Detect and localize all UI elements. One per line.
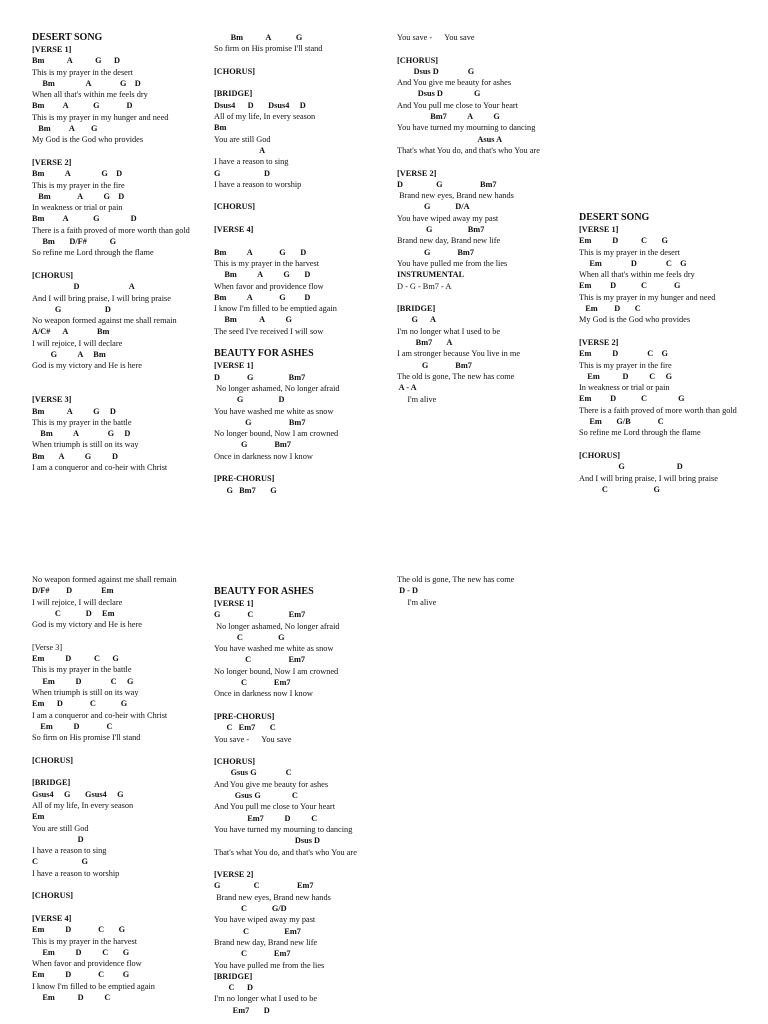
chord-line: C Em7 (214, 926, 301, 936)
bottom-column-1 (32, 574, 192, 1003)
lyric-line: This is my prayer in the desert (32, 67, 133, 77)
section-heading: [CHORUS] (214, 202, 256, 212)
chord-line: G C Em7 (214, 881, 314, 891)
chord-line: Bm A G D (214, 247, 307, 257)
blank-line (214, 235, 374, 246)
lyric-line: All of my life, In every season (214, 112, 316, 122)
lyric-line: No longer bound, Now I am crowned (214, 429, 339, 439)
chord-line: C D Em (32, 608, 115, 618)
chord-line: Bm A G D (214, 292, 311, 302)
chord-line: Dsus D G (397, 66, 475, 76)
lyric-line: I will rejoice, I will declare (32, 338, 123, 348)
chord-line: Gsus G C (214, 791, 298, 801)
lyric-line: My God is the God who provides (32, 135, 144, 145)
section-heading: [CHORUS] (32, 891, 74, 901)
chord-line: Bm A G D (32, 101, 133, 111)
lyric-line: This is my prayer in my hunger and need (32, 112, 169, 122)
chord-line: C D (214, 983, 253, 993)
bottom-column-3 (397, 574, 557, 608)
chord-line: Dsus D G (397, 89, 481, 99)
section-heading: INSTRUMENTAL (397, 270, 465, 280)
lyric-line: I have a reason to worship (214, 179, 302, 189)
lyric-line: No longer bound, Now I am crowned (214, 666, 339, 676)
chord-line: A/C# A Bm (32, 327, 110, 337)
lyric-line: When favor and providence flow (32, 959, 142, 969)
section-heading: [BRIDGE] (32, 778, 71, 788)
section-heading: [VERSE 4] (32, 913, 72, 923)
chord-line: Bm7 A (397, 338, 453, 348)
lyric-line: I have a reason to worship (32, 868, 120, 878)
lyric-line: I am stronger because You live in me (397, 349, 521, 359)
chord-line: Dsus4 D Dsus4 D (214, 100, 306, 110)
chord-line: Gsus G C (214, 768, 292, 778)
lyric-line: There is a faith proved of more worth than gold (579, 405, 737, 415)
lyric-line: You have pulled me from the lies (214, 960, 325, 970)
chord-line: Bm A G D (32, 56, 121, 66)
blank-line (397, 156, 557, 167)
lyric-line: So refine me Lord through the flame (579, 428, 701, 438)
lyric-line: This is my prayer in my hunger and need (579, 292, 716, 302)
lyric-line: No longer ashamed, No longer afraid (214, 383, 340, 393)
lyric-line: You are still God (32, 823, 89, 833)
lyric-line: This is my prayer in the harvest (214, 258, 320, 268)
chord-line: D/F# D Em (32, 586, 114, 596)
blank-line (32, 743, 192, 754)
lyric-line: I'm no longer what I used to be (397, 326, 501, 336)
lyric-line: Once in darkness now I know (214, 451, 313, 461)
chord-line: Gsus4 G Gsus4 G (32, 789, 124, 799)
lyric-line: You have pulled me from the lies (397, 258, 508, 268)
lyric-line: You save - You save (214, 734, 292, 744)
chord-line: G Bm7 G (214, 485, 277, 495)
lyric-line: I will rejoice, I will declare (32, 597, 123, 607)
lyric-line: There is a faith proved of more worth than gold (32, 225, 190, 235)
lyric-line: God is my victory and He is here (32, 361, 142, 371)
section-heading: [CHORUS] (214, 757, 256, 767)
lyric-line: When favor and providence flow (214, 281, 324, 291)
blank-line (397, 43, 557, 54)
chord-line: C G/D (214, 904, 287, 914)
chord-line: G C Em7 (214, 610, 306, 620)
chord-line: D G Bm7 (214, 372, 306, 382)
lyric-line: I know I'm filled to be emptied again (32, 981, 155, 991)
lyric-line: The old is gone, The new has come (397, 575, 515, 584)
chord-line: Bm D/F# G (32, 237, 117, 247)
lyric-line: My God is the God who provides (579, 315, 691, 325)
lyric-line: When all that's within me feels dry (579, 270, 695, 280)
chord-line: Em D C G (579, 349, 668, 359)
blank-line (214, 858, 374, 869)
lyric-line: This is my prayer in the fire (32, 180, 125, 190)
lyric-line: I'm alive (397, 597, 437, 607)
chord-line: Bm A G D (32, 429, 131, 439)
lyric-line: This is my prayer in the battle (32, 665, 132, 675)
lyric-line: You have wiped away my past (397, 213, 499, 223)
lyric-line: In weakness or trial or pain (32, 203, 123, 213)
chord-line: C G (579, 484, 660, 494)
bottom-column-2 (214, 586, 374, 1016)
chord-line: G A Bm (32, 350, 106, 360)
lyric-line: D - G - Bm7 - A (397, 281, 452, 291)
section-heading: [VERSE 1] (579, 225, 619, 234)
lyric-line: Brand new day, Brand new life (397, 236, 501, 246)
lyric-line: I have a reason to sing (32, 846, 107, 856)
blank-line (214, 337, 374, 348)
section-heading: [VERSE 1] (32, 45, 72, 54)
chord-line: Dsus D (214, 836, 321, 846)
lyric-line: This is my prayer in the desert (579, 247, 680, 257)
chord-line: A - A (397, 383, 417, 393)
lyric-line: Once in darkness now I know (214, 689, 313, 699)
blank-line (214, 462, 374, 473)
blank-line (579, 326, 739, 337)
chord-line: Em D C G (32, 970, 130, 980)
top-column-1 (32, 32, 192, 473)
blank-line (214, 700, 374, 711)
chord-line: G D (214, 395, 285, 405)
blank-line (32, 372, 192, 383)
chord-line: Em D C G (32, 676, 134, 686)
lyric-line: I know I'm filled to be emptied again (214, 304, 337, 314)
song-title: DESERT SONG (32, 32, 103, 43)
chord-line: Em D C G (32, 947, 130, 957)
chord-line: Em D C G (579, 258, 687, 268)
blank-line (32, 902, 192, 913)
blank-line (214, 77, 374, 88)
chord-line: C G (32, 857, 89, 867)
chord-line: D A (32, 282, 135, 292)
song-title: BEAUTY FOR ASHES (214, 348, 314, 360)
lyric-line: That's what You do, and that's who You are (214, 847, 357, 857)
lyric-line: When triumph is still on its way (32, 440, 139, 450)
lyric-line: And You pull me close to Your heart (397, 100, 518, 110)
blank-line (214, 55, 374, 66)
section-heading: [VERSE 2] (397, 168, 437, 178)
lyric-line: You have wiped away my past (214, 915, 316, 925)
chord-line: Em D C G (32, 654, 119, 664)
chord-line: Bm A G (214, 33, 303, 42)
lyric-line: God is my victory and He is here (32, 620, 142, 630)
chord-line: C Em7 (214, 949, 291, 959)
chord-line: Bm A G D (32, 214, 137, 224)
chord-line: Em (32, 812, 45, 822)
chord-line: G D (214, 168, 271, 178)
blank-line (397, 292, 557, 303)
lyric-line: No weapon formed against me shall remain (32, 575, 177, 584)
section-heading: [VERSE 2] (32, 157, 72, 167)
section-heading: [BRIDGE] (214, 89, 253, 99)
top-column-3 (397, 32, 557, 405)
chord-line: G D/A (397, 202, 470, 212)
lyric-line: When all that's within me feels dry (32, 90, 148, 100)
chord-line: Bm A G (214, 315, 292, 325)
blank-line (32, 879, 192, 890)
chord-line: G Bm7 (214, 417, 306, 427)
song-title: BEAUTY FOR ASHES (214, 586, 314, 597)
chord-line: C Em7 C (214, 723, 276, 733)
chord-line: Bm7 A G (397, 112, 500, 122)
lyric-line: I'm alive (397, 394, 437, 404)
chord-line: G Bm7 (397, 225, 485, 235)
lyric-line: And You pull me close to Your heart (214, 802, 335, 812)
lyric-line: The old is gone, The new has come (397, 371, 515, 381)
blank-line (32, 383, 192, 394)
chord-line: Bm A G D (32, 451, 118, 461)
section-heading: [PRE-CHORUS] (214, 711, 275, 721)
lyric-line: So firm on His promise I'll stand (214, 44, 323, 54)
lyric-line: This is my prayer in the battle (32, 417, 132, 427)
chord-line: Em D C G (32, 699, 128, 709)
lyric-line: So firm on His promise I'll stand (32, 733, 141, 743)
lyric-line: I'm no longer what I used to be (214, 994, 318, 1004)
chord-line: Bm A G D (214, 270, 311, 280)
lyric-line: And You give me beauty for ashes (214, 779, 329, 789)
lyric-line: Brand new day, Brand new life (214, 937, 318, 947)
lyric-line: This is my prayer in the harvest (32, 936, 138, 946)
section-heading: [VERSE 3] (32, 395, 72, 405)
section-heading: [VERSE 4] (214, 225, 254, 235)
chord-line: C G (214, 632, 285, 642)
lyric-line: This is my prayer in the fire (579, 360, 672, 370)
top-column-2 (214, 32, 374, 496)
lyric-line: In weakness or trial or pain (579, 383, 670, 393)
lyric-line: So refine me Lord through the flame (32, 248, 154, 258)
chord-line: Em D C (579, 304, 641, 314)
section-heading: [CHORUS] (579, 450, 621, 460)
section-heading: [BRIDGE] (397, 304, 436, 314)
lyric-line: No weapon formed against me shall remain (32, 316, 177, 326)
chord-line: Bm A G D (32, 406, 116, 416)
lyric-line: That's what You do, and that's who You are (397, 145, 540, 155)
chord-line: G Bm7 (397, 247, 474, 257)
section-heading: [VERSE 2] (214, 870, 254, 880)
chord-line: Bm A G D (32, 169, 123, 179)
lyric-line: And I will bring praise, I will bring praise (579, 473, 718, 483)
lyric-line: And You give me beauty for ashes (397, 78, 512, 88)
page-divider (0, 538, 768, 539)
chord-line: G D (32, 304, 111, 314)
lyric-line: You have turned my mourning to dancing (214, 824, 353, 834)
chord-line: G Bm7 (397, 360, 472, 370)
chord-line: Em7 D C (214, 813, 318, 823)
chord-line: Em G/B C (579, 417, 664, 427)
blank-line (32, 630, 192, 641)
lyric-line: You have turned my mourning to dancing (397, 123, 536, 133)
lyric-line: I am a conqueror and co-heir with Christ (32, 462, 168, 472)
top-column-4 (579, 212, 739, 495)
blank-line (579, 439, 739, 450)
lyric-line: I am a conqueror and co-heir with Christ (32, 710, 168, 720)
chord-line: Em D C G (579, 371, 673, 381)
section-heading: [CHORUS] (32, 755, 74, 765)
chord-line: C Em7 (214, 678, 291, 688)
song-title: DESERT SONG (579, 212, 650, 223)
chord-line: G A (397, 315, 436, 325)
chord-line: Em D C G (579, 236, 668, 246)
lyric-line: You are still God (214, 134, 271, 144)
chord-line: C Em7 (214, 655, 306, 665)
lyric-line: You have washed me white as snow (214, 644, 334, 654)
section-heading: [PRE-CHORUS] (214, 474, 275, 484)
chord-line: Bm A G (32, 124, 98, 134)
chord-line: A (214, 145, 266, 155)
blank-line (32, 766, 192, 777)
blank-line (32, 146, 192, 157)
section-heading: [VERSE 1] (214, 599, 254, 608)
section-heading: [CHORUS] (397, 55, 439, 65)
chord-line: Em D C (32, 721, 113, 731)
section-heading: [CHORUS] (32, 270, 74, 280)
lyric-line: [Verse 3] (32, 642, 63, 652)
lyric-line: All of my life, In every season (32, 800, 134, 810)
chord-line: D (32, 834, 84, 844)
chord-line: G D (579, 462, 683, 472)
chord-line: Em D C (32, 992, 111, 1002)
lyric-line: Brand new eyes, Brand new hands (397, 191, 514, 201)
lyric-line: Brand new eyes, Brand new hands (214, 892, 331, 902)
chord-line: Em D C G (32, 925, 126, 935)
lyric-line: When triumph is still on its way (32, 687, 139, 697)
blank-line (214, 213, 374, 224)
lyric-line: And I will bring praise, I will bring praise (32, 293, 171, 303)
chord-line: G Bm7 (214, 440, 291, 450)
chord-line: D G Bm7 (397, 179, 497, 189)
chord-line: D - D (397, 586, 418, 596)
lyric-line: The seed I've received I will sow (214, 326, 324, 336)
lyric-line: No longer ashamed, No longer afraid (214, 621, 340, 631)
lyric-line: You save - You save (397, 33, 475, 42)
chord-line: Asus A (397, 134, 503, 144)
section-heading: [CHORUS] (214, 66, 256, 76)
chord-line: Em D C G (579, 281, 681, 291)
chord-line: Bm (214, 123, 227, 133)
section-heading: [BRIDGE] (214, 971, 253, 981)
lyric-line: You have washed me white as snow (214, 406, 334, 416)
chord-line: Em D C G (579, 394, 685, 404)
blank-line (214, 745, 374, 756)
chord-line: Em7 D (214, 1005, 270, 1015)
section-heading: [VERSE 2] (579, 337, 619, 347)
blank-line (32, 259, 192, 270)
lyric-line: I have a reason to sing (214, 157, 289, 167)
chord-line: Bm A G D (32, 191, 125, 201)
blank-line (214, 190, 374, 201)
section-heading: [VERSE 1] (214, 361, 254, 371)
chord-line: Bm A G D (32, 78, 141, 88)
